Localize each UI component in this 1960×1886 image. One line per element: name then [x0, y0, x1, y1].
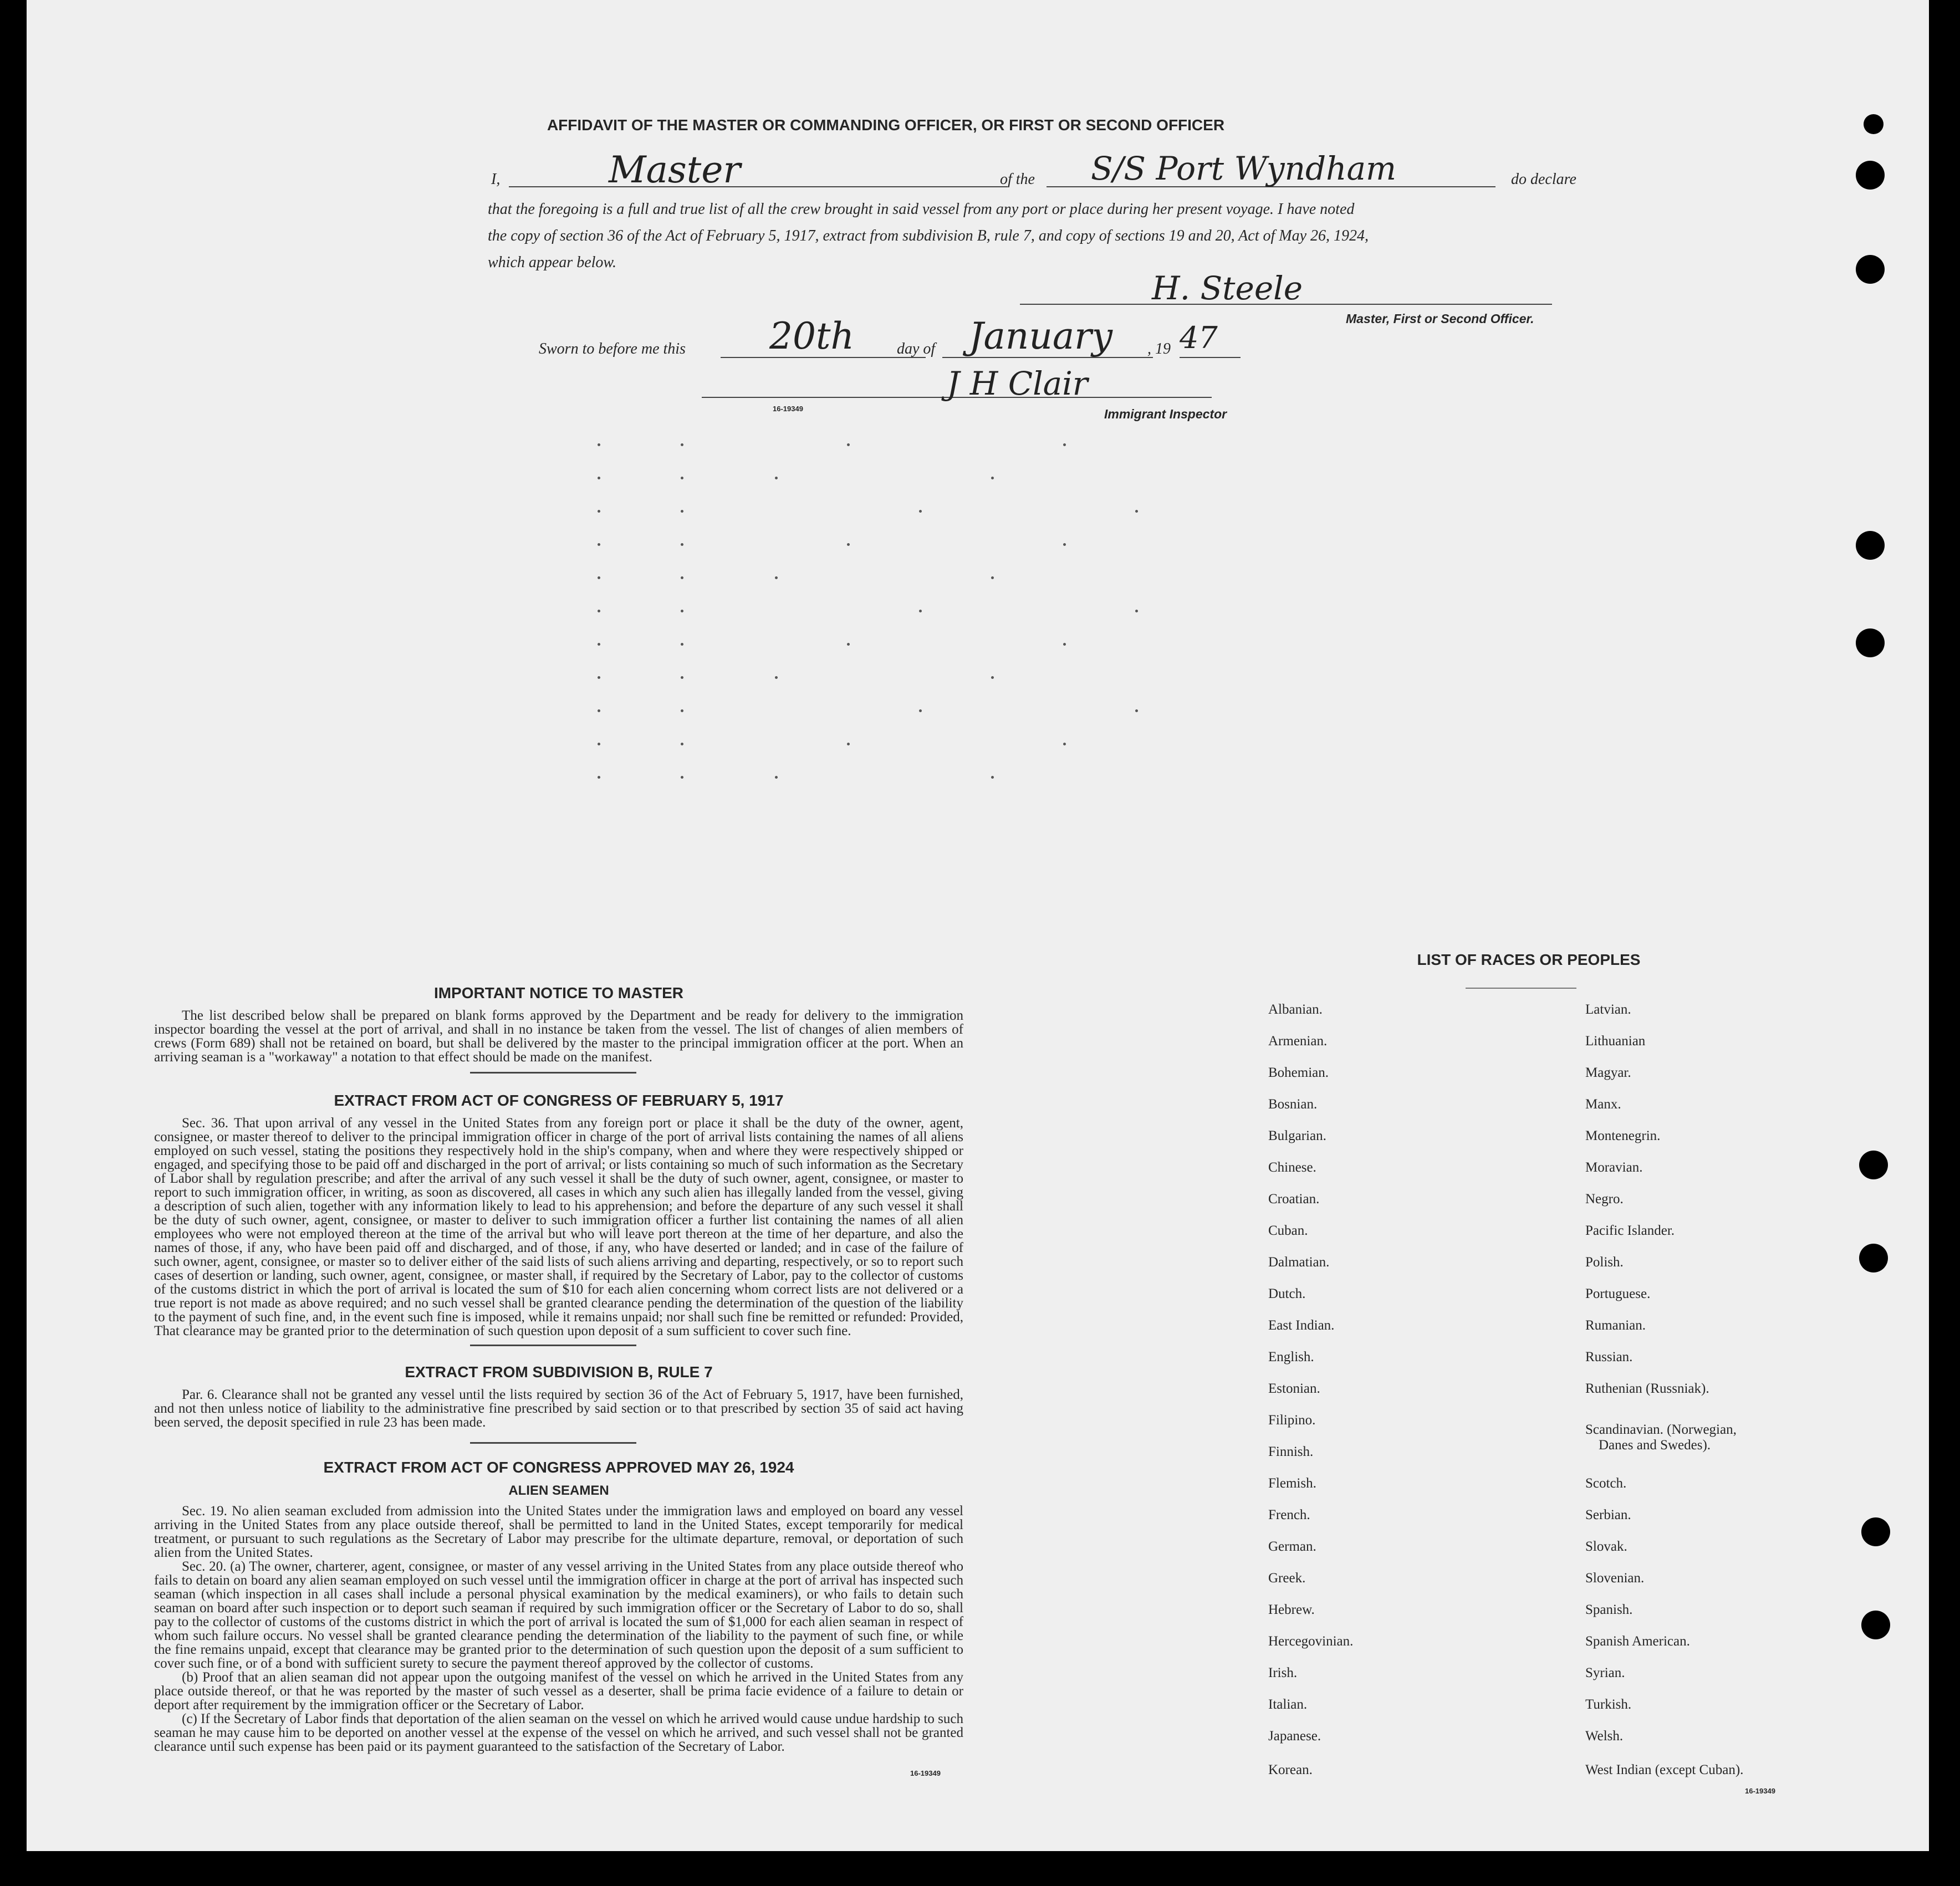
grid-dot — [681, 776, 683, 779]
races-form-number: 16-19349 — [1745, 1787, 1775, 1795]
race-item: West Indian (except Cuban). — [1585, 1762, 1744, 1777]
grid-dot — [1063, 543, 1066, 546]
section-19-text: Sec. 19. No alien seaman excluded from admission into the United States under the immigration laws and employed on board any vessel arriving in the United States from any place outside thereof, shall be permitted to land in the United States, except temporarily for medical treatment, or pursuant to such regulations as the Secretary of Labor may prescribe for the ultimate departure, removal, or deportation of such alien from the United States. — [154, 1504, 963, 1560]
affidavit-title: AFFIDAVIT OF THE MASTER OR COMMANDING OFFICER, OR FIRST OR SECOND OFFICER — [547, 116, 1225, 134]
grid-dot — [1135, 610, 1138, 612]
grid-dot — [775, 576, 778, 579]
inspector-signature: J H Clair — [947, 365, 1088, 402]
grid-dot — [847, 643, 850, 646]
race-item: Lithuanian — [1585, 1034, 1646, 1049]
race-item: Bosnian. — [1268, 1097, 1318, 1112]
inspector-caption: Immigrant Inspector — [1104, 407, 1227, 421]
race-item: Korean. — [1268, 1762, 1313, 1777]
month-handwritten: January — [969, 315, 1113, 357]
race-item: Serbian. — [1585, 1507, 1631, 1522]
of-the-label: of the — [1000, 171, 1035, 188]
year-handwritten: 47 — [1180, 320, 1218, 355]
notice-text: The list described below shall be prepared on blank forms approved by the Department and be ready for delivery to the immigration inspector boarding the vessel at the port of arrival, and shall in no instance be taken from the vessel. The list of changes of alien members of crews (Form 689) shall not be retained on board, but shall be delivered by the master to the principal immigration officer at the port. When an arriving seaman is a "workaway" a notation to that effect should be made on the manifest. — [154, 1008, 963, 1065]
grid-dot — [847, 443, 850, 446]
race-item: Cuban. — [1268, 1223, 1308, 1238]
form-number: 16-19349 — [773, 405, 803, 413]
do-declare-label: do declare — [1511, 171, 1576, 188]
race-item: Montenegrin. — [1585, 1128, 1661, 1143]
punch-hole — [1861, 1517, 1890, 1546]
race-item: Scandinavian. (Norwegian, — [1585, 1422, 1737, 1437]
race-item: East Indian. — [1268, 1318, 1335, 1333]
race-item: Slovak. — [1585, 1539, 1627, 1554]
race-item: Spanish. — [1585, 1602, 1633, 1617]
grid-dot — [681, 443, 683, 446]
section-20a-text: Sec. 20. (a) The owner, charterer, agent, consignee, or master of any vessel arriving in the United States from any place outside thereof who fails to detain on board any alien seaman employed on such vessel until the immigration officer in charge at the port of arrival has inspected such seaman (which inspection in all cases shall include a personal physical examination by the medical examiners), or who fails to detain such seaman on board after such inspection or to deport such seaman if required by such immigration officer or the Secretary of Labor to do so, shall pay to the collector of customs of the customs district in which the port of arrival is located the sum of $1,000 for each alien seaman in respect of whom such failure occurs. No vessel shall be granted clearance pending the determination of the liability to the payment of such fine, or while the fine remains unpaid, except that clearance may be granted prior to the determination of such question upon the deposit of a sum sufficient to cover such fine, or of a bond with sufficient surety to secure the payment thereof approved by the collector of customs. — [154, 1559, 963, 1671]
race-item: Spanish American. — [1585, 1634, 1690, 1649]
grid-dot — [598, 643, 600, 646]
grid-dot — [991, 576, 994, 579]
grid-dot — [991, 477, 994, 479]
race-item: Polish. — [1585, 1255, 1624, 1270]
grid-dot — [1063, 443, 1066, 446]
grid-dot — [681, 510, 683, 513]
notice-title: IMPORTANT NOTICE TO MASTER — [433, 984, 684, 1001]
race-item: Slovenian. — [1585, 1571, 1645, 1586]
race-item: Hebrew. — [1268, 1602, 1315, 1617]
race-item: Hercegovinian. — [1268, 1634, 1354, 1649]
punch-hole — [1864, 114, 1884, 134]
grid-dot — [681, 543, 683, 546]
race-item: Irish. — [1268, 1665, 1298, 1680]
race-item: Moravian. — [1585, 1160, 1643, 1175]
grid-dot — [1135, 709, 1138, 712]
rule-7-text: Par. 6. Clearance shall not be granted any vessel until the lists required by section 36 of the Act of February 5, 1917, have been furnished, and not then unless notice of liability to the administrative fine prescribed by said section or to that prescribed by section 35 of said act having been served, the deposit specified in rule 23 has been made. — [154, 1387, 963, 1430]
extract-1917-title: EXTRACT FROM ACT OF CONGRESS OF FEBRUARY 5, 1917 — [334, 1092, 784, 1109]
race-item: Russian. — [1585, 1350, 1633, 1364]
grid-dot — [775, 776, 778, 779]
race-item: French. — [1268, 1507, 1310, 1522]
rule-7-title: EXTRACT FROM SUBDIVISION B, RULE 7 — [405, 1363, 713, 1381]
grid-dot — [991, 676, 994, 679]
grid-dot — [1135, 510, 1138, 513]
race-item: English. — [1268, 1350, 1314, 1364]
i-label: I, — [491, 171, 501, 188]
race-item: Pacific Islander. — [1585, 1223, 1675, 1238]
grid-dot — [919, 610, 922, 612]
race-item: Dutch. — [1268, 1286, 1306, 1301]
grid-dot — [598, 709, 600, 712]
race-item: Negro. — [1585, 1192, 1624, 1207]
race-item: Bohemian. — [1268, 1065, 1329, 1080]
race-item: Manx. — [1585, 1097, 1621, 1112]
section-20c-text: (c) If the Secretary of Labor finds that deportation of the alien seaman on the vessel on which he arrived would cause undue hardship to such seaman he may cause him to be deported on another vessel at the expense of the vessel on which he arrived, and such vessel shall not be granted clearance until such expense has been paid or its payment guaranteed to the satisfaction of the Secretary of Labor. — [154, 1711, 963, 1754]
grid-dot — [681, 643, 683, 646]
race-item: Danes and Swedes). — [1599, 1438, 1711, 1453]
notice-body — [154, 1009, 963, 1064]
race-item: Turkish. — [1585, 1697, 1632, 1712]
race-item: Italian. — [1268, 1697, 1308, 1712]
race-item: Greek. — [1268, 1571, 1306, 1586]
extract-form-number: 16-19349 — [910, 1769, 941, 1777]
race-item: Latvian. — [1585, 1002, 1631, 1017]
punch-hole — [1859, 1151, 1888, 1179]
vessel-name-handwritten: S/S Port Wyndham — [1091, 150, 1397, 187]
extract-1924-body — [154, 1504, 963, 1754]
race-item: Magyar. — [1585, 1065, 1631, 1080]
race-item: Armenian. — [1268, 1034, 1328, 1049]
race-item: Estonian. — [1268, 1381, 1320, 1396]
grid-dot — [598, 576, 600, 579]
punch-hole — [1856, 161, 1885, 190]
race-item: Syrian. — [1585, 1665, 1625, 1680]
grid-dot — [598, 477, 600, 479]
rule-7-body — [154, 1388, 963, 1429]
race-item: Chinese. — [1268, 1160, 1316, 1175]
extract-1917-text: Sec. 36. That upon arrival of any vessel in the United States from any foreign port or place it shall be the duty of the owner, agent, consignee, or master thereof to deliver to the principal immigration officer in charge of the port of arrival lists containing the names of all aliens employed on such vessel, stating the positions they respectively hold in the ship's company, when and where they were respectively shipped or engaged, and specifying those to be paid off and discharged in the port of arrival; or lists containing so much of such information as the Secretary of Labor shall by regulation prescribe; and after the arrival of any such vessel it shall be the duty of such owner, agent, consignee, or master to report to such immigration officer, in writing, as soon as discovered, all cases in which any such alien has illegally landed from the vessel, giving a description of such alien, together with any information likely to lead to his apprehension; and before the departure of any such vessel it shall be the duty of such owner, agent, consignee, or master to deliver to such immigration officer a further list containing the names of all alien employees who were not employed thereon at the time of the arrival but who will leave port thereon at the time of her departure, and also the names of those, if any, who have been paid off and discharged, and of those, if any, who have deserted or landed; and in case of the failure of such owner, agent, consignee, or master so to deliver either of the said lists of such aliens arriving and departing, respectively, or so to report such cases of desertion or landing, such owner, agent, consignee, or master shall, if required by the Secretary of Labor, pay to the collector of customs of the customs district in which the port of arrival is located the sum of $10 for each alien concerning whom correct lists are not delivered or a true report is not made as above required; and no such vessel shall be granted clearance pending the determination of the question of the liability to the payment of such fine, and, in the event such fine is imposed, while it remains unpaid; nor shall such fine be remitted or refunded: Provided, That clearance may be granted prior to the determination of such question upon deposit of a sum sufficient to cover such fine. — [154, 1116, 963, 1338]
races-title: LIST OF RACES OR PEOPLES — [1417, 951, 1641, 968]
grid-dot — [598, 510, 600, 513]
race-item: Japanese. — [1268, 1729, 1321, 1744]
grid-dot — [681, 676, 683, 679]
grid-dot — [598, 543, 600, 546]
affidavit-body-line: which appear below. — [488, 254, 617, 271]
grid-dot — [598, 676, 600, 679]
grid-dot — [775, 676, 778, 679]
race-item: Scotch. — [1585, 1476, 1627, 1491]
grid-dot — [681, 576, 683, 579]
grid-dot — [598, 776, 600, 779]
race-item: Finnish. — [1268, 1444, 1314, 1459]
punch-hole — [1856, 531, 1885, 560]
grid-dot — [598, 743, 600, 745]
race-item: Croatian. — [1268, 1192, 1320, 1207]
master-signature: H. Steele — [1152, 269, 1303, 307]
grid-dot — [681, 709, 683, 712]
extract-1924-title: EXTRACT FROM ACT OF CONGRESS APPROVED MAY 26, 1924 — [323, 1459, 794, 1476]
grid-dot — [847, 743, 850, 745]
year-prefix: , 19 — [1147, 340, 1171, 357]
race-item: Portuguese. — [1585, 1286, 1651, 1301]
punch-hole — [1856, 255, 1885, 284]
grid-dot — [681, 743, 683, 745]
sworn-label: Sworn to before me this — [539, 340, 686, 357]
race-item: Dalmatian. — [1268, 1255, 1330, 1270]
grid-dot — [681, 610, 683, 612]
day-handwritten: 20th — [769, 315, 855, 357]
race-item: Rumanian. — [1585, 1318, 1646, 1333]
extract-1917-body — [154, 1116, 963, 1338]
punch-hole — [1856, 628, 1885, 657]
grid-dot — [598, 610, 600, 612]
manifest-page — [27, 0, 1929, 1851]
grid-dot — [1063, 743, 1066, 745]
race-item: Flemish. — [1268, 1476, 1316, 1491]
day-of-label: day of — [897, 340, 936, 357]
alien-seamen-subtitle: ALIEN SEAMEN — [508, 1483, 609, 1498]
grid-dot — [775, 477, 778, 479]
race-item: Ruthenian (Russniak). — [1585, 1381, 1709, 1396]
punch-hole — [1859, 1244, 1888, 1272]
race-item: German. — [1268, 1539, 1316, 1554]
grid-dot — [1063, 643, 1066, 646]
race-item: Filipino. — [1268, 1413, 1316, 1428]
grid-dot — [681, 477, 683, 479]
signature-caption: Master, First or Second Officer. — [1346, 311, 1534, 326]
affidavit-body-line: that the foregoing is a full and true list of all the crew brought in said vessel from any port or place during her present voyage. I have noted — [488, 201, 1355, 218]
grid-dot — [919, 709, 922, 712]
officer-title-handwritten: Master — [609, 149, 741, 191]
race-item: Bulgarian. — [1268, 1128, 1326, 1143]
grid-dot — [847, 543, 850, 546]
punch-hole — [1861, 1611, 1890, 1639]
race-item: Albanian. — [1268, 1002, 1323, 1017]
grid-dot — [919, 510, 922, 513]
grid-dot — [598, 443, 600, 446]
race-item: Welsh. — [1585, 1729, 1624, 1744]
affidavit-body-line: the copy of section 36 of the Act of February 5, 1917, extract from subdivision B, rule 7, and copy of sections 19 and 20, Act of May 26, 1924, — [488, 227, 1369, 244]
grid-dot — [991, 776, 994, 779]
affidavit-body — [488, 196, 1585, 276]
section-20b-text: (b) Proof that an alien seaman did not appear upon the outgoing manifest of the vessel on which he arrived in the United States from any place outside thereof, or that he was reported by the master of such vessel as a deserter, shall be prima facie evidence of a failure to detain or deport after requirement by the immigration officer or the Secretary of Labor. — [154, 1670, 963, 1713]
